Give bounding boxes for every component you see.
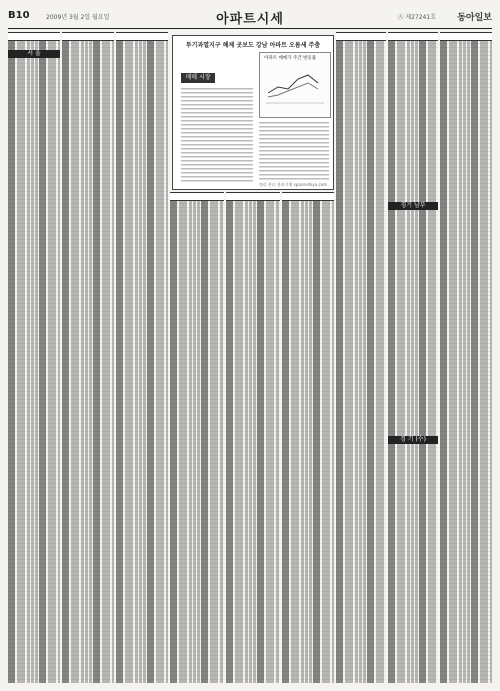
- feature-body-text-2: [259, 122, 329, 182]
- listing-column-1: [8, 32, 60, 683]
- page-number: B10: [8, 10, 30, 21]
- section-label: 경 기 (수): [400, 436, 426, 443]
- issue-date: 2009년 3월 2일 월요일: [46, 14, 110, 21]
- section-label: 서 울: [27, 50, 41, 57]
- column-header: [116, 32, 168, 41]
- section-bar-seoul: [8, 50, 60, 58]
- chart-lines: [260, 53, 330, 117]
- listing-column-8: [388, 32, 438, 683]
- listing-column-4: [170, 192, 224, 683]
- section-label: 경기 남부: [400, 202, 426, 209]
- feature-headline: 투기과열지구 해제 곳보도 강남 아파트 오름세 주춤: [185, 42, 321, 49]
- column-header: [170, 192, 224, 201]
- listing-column-3: [116, 32, 168, 683]
- price-change-chart: [259, 52, 331, 118]
- feature-body-text: [181, 88, 253, 182]
- chart-title: 아파트 매매가 주간 변동률: [264, 56, 317, 61]
- listing-column-7: [336, 32, 386, 683]
- newspaper-brand: 동아일보: [457, 13, 492, 23]
- feature-credit: 정리 본디 홍보기획 spaceishiyu.com: [259, 182, 328, 187]
- section-title: 아파트시세: [216, 12, 284, 27]
- price-listing-page: [8, 32, 492, 683]
- listing-column-5: [226, 192, 280, 683]
- listing-column-9: [440, 32, 492, 683]
- column-header: [62, 32, 114, 41]
- section-bar-gyeonggi-south: [388, 202, 438, 210]
- section-bar-gyeonggi: [388, 436, 438, 444]
- column-header: [226, 192, 280, 201]
- feature-article: [172, 35, 334, 190]
- masthead: [8, 6, 492, 29]
- listing-column-2: [62, 32, 114, 683]
- column-header: [282, 192, 334, 201]
- issue-number: Ⓐ 제27241호: [397, 14, 436, 21]
- column-header: [440, 32, 492, 41]
- feature-badge: 매매 시장: [181, 73, 215, 83]
- column-header: [8, 32, 60, 41]
- listing-column-6: [282, 192, 334, 683]
- column-header: [388, 32, 438, 41]
- column-header: [336, 32, 386, 41]
